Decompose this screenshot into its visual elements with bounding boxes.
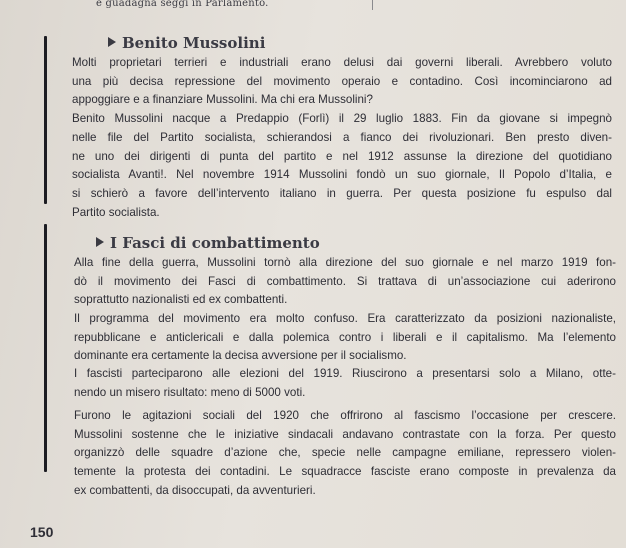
text-line: dominante era certamente la decisa avversione per il socialismo. [74, 349, 407, 363]
section-heading-text: I Fasci di combattimento [110, 234, 320, 252]
page-number: 150 [30, 524, 54, 540]
margin-rule-section-1 [44, 36, 47, 204]
column-tick-mark [372, 0, 373, 10]
arrow-bullet-icon [108, 37, 116, 47]
text-line: Alla fine della guerra, Mussolini tornò alla direzione del suo giornale e nel marzo 1919 fon- [74, 256, 616, 269]
arrow-bullet-icon [96, 237, 104, 247]
section-2-paragraph-2 [74, 310, 616, 366]
text-line: Partito socialista. [72, 205, 160, 219]
text-line: appoggiare e a finanziare Mussolini. Ma chi era Mussolini? [72, 93, 373, 107]
text-line: nendo un misero risultato: meno di 5000 voti. [74, 385, 306, 399]
text-line: Il programma del movimento era molto confuso. Era caratterizzato da posizioni nazionaliste, [74, 312, 616, 325]
text-line: ne uno dei dirigenti di punta del partito e nel 1912 assunse la direzione del quotidiano [72, 149, 612, 163]
text-line: socialista Avanti!. Nel novembre 1914 Mussolini fondò un suo giornale, Il Popolo d’Italia, e [72, 168, 612, 182]
section-heading-fasci [96, 234, 320, 252]
paragraph [72, 110, 612, 222]
section-2-paragraph-4 [74, 407, 616, 501]
previous-text-fragment [0, 0, 626, 14]
section-heading-text: Benito Mussolini [122, 34, 266, 52]
section-heading-mussolini [108, 34, 265, 52]
section-2-paragraph-3 [74, 365, 616, 402]
text-line: soprattutto nazionalisti ed ex combattenti. [74, 293, 288, 307]
section-2-paragraph-1 [74, 254, 616, 310]
text-line: ex combattenti, da disoccupati, da avventurieri. [74, 483, 316, 497]
text-line: dò il movimento dei Fasci di combattimento. Si trattava di un’associazione cui aderirono [74, 274, 616, 288]
text-line: Benito Mussolini nacque a Predappio (Forlì) il 29 luglio 1883. Fin da giovane si impegnò [72, 112, 612, 126]
text-line: temente la protesta dei contadini. Le squadracce fasciste erano composte in prevalenza da [74, 465, 616, 479]
text-line: repubblicane e anticlericali e dalla polemica contro i liberali e il capitalismo. Ma l’elemento [74, 330, 616, 344]
text-line: Mussolini sostenne che le iniziative sindacali andavano contrastate con la forza. Per questo [74, 427, 616, 441]
cut-off-text-line: e guadagna seggi in Parlamento. [96, 0, 269, 9]
text-line: si schierò a favore dell’intervento italiano in guerra. Per questa posizione fu espulso dal [72, 186, 612, 200]
margin-rule-section-2 [44, 224, 47, 472]
text-line: organizzò delle squadre d’azione che, specie nelle campagne emiliane, repressero violen- [74, 446, 616, 460]
text-line: I fascisti parteciparono alle elezioni del 1919. Riuscirono a presentarsi solo a Milano, otte- [74, 367, 616, 380]
text-line: nelle file del Partito socialista, schierandosi a fianco dei rivoluzionari. Ben presto diven- [72, 130, 612, 144]
text-line: una più decisa repressione del movimento operaio e contadino. Così incominciarono ad [72, 74, 612, 88]
text-line: Molti proprietari terrieri e industriali erano delusi dai governi liberali. Avrebbero voluto [72, 56, 612, 69]
text-line: Furono le agitazioni sociali del 1920 che offrirono al fascismo l’occasione per crescere. [74, 409, 616, 422]
section-1-body [72, 54, 612, 222]
paragraph [72, 54, 612, 110]
